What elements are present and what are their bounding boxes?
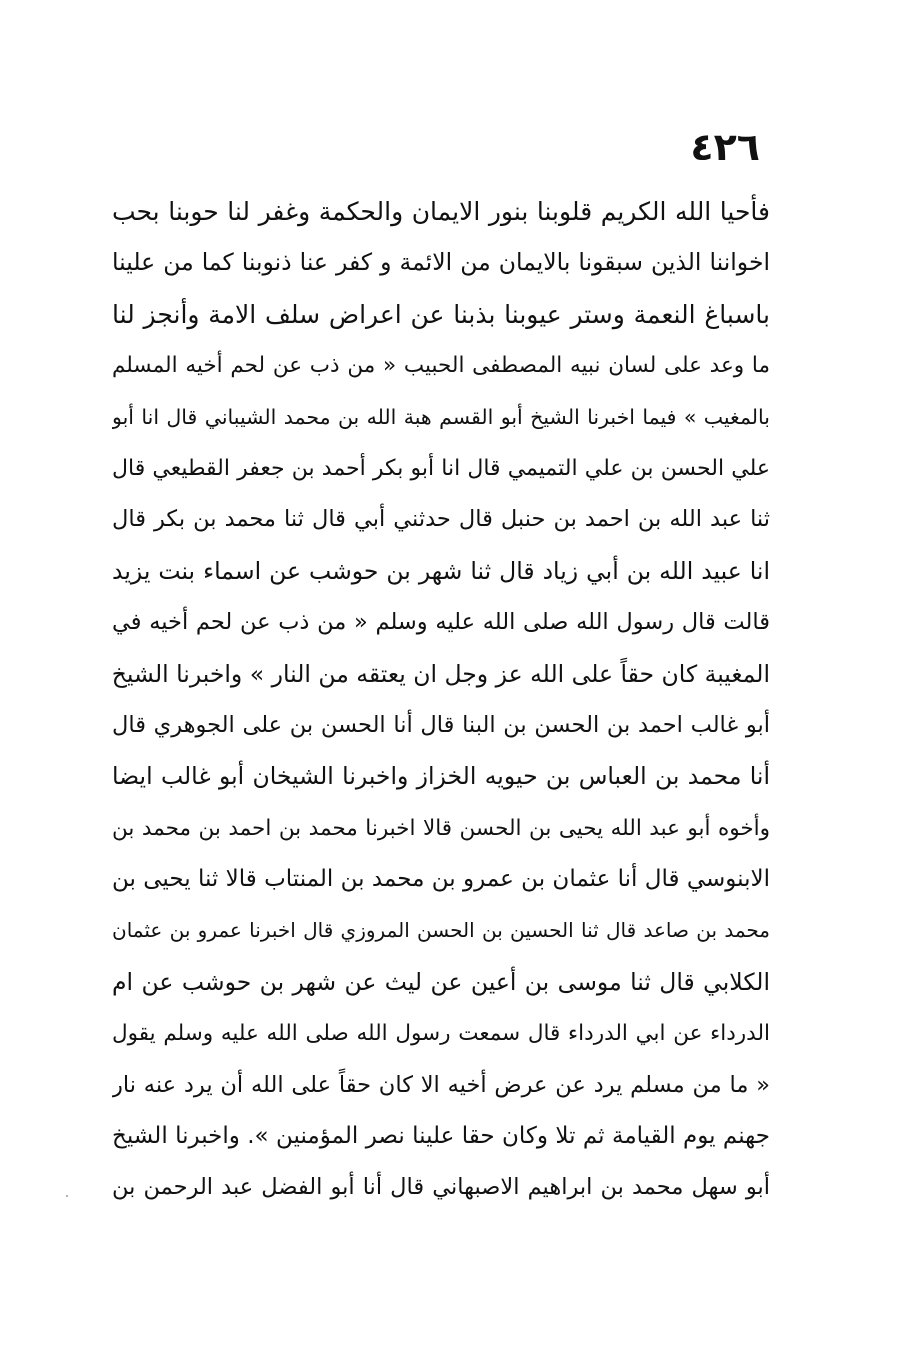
text-line: الكلابي قال ثنا موسى بن أعين عن ليث عن شهر بن حوشب عن ام: [112, 967, 770, 996]
text-line: أبو سهل محمد بن ابراهيم الاصبهاني قال أنا أبو الفضل عبد الرحمن بن: [112, 1174, 770, 1201]
text-line: أبو غالب احمد بن الحسن بن البنا قال أنا الحسن بن على الجوهري قال: [112, 711, 770, 738]
text-line: الابنوسي قال أنا عثمان بن عمرو بن محمد بن المنتاب قالا ثنا يحيى بن: [112, 866, 770, 893]
text-line: جهنم يوم القيامة ثم تلا وكان حقا علينا نصر المؤمنين ». واخبرنا الشيخ: [112, 1123, 770, 1150]
text-line: وأخوه أبو عبد الله يحيى بن الحسن قالا اخبرنا محمد بن احمد بن محمد بن: [112, 815, 770, 841]
text-line: أنا محمد بن العباس بن حيويه الخزاز واخبرنا الشيخان أبو غالب ايضا: [112, 762, 770, 791]
text-line: الدرداء عن ابي الدرداء قال سمعت رسول الله صلى الله عليه وسلم يقول: [112, 1021, 770, 1047]
text-line: انا عبيد الله بن أبي زياد قال ثنا شهر بن حوشب عن اسماء بنت يزيد: [112, 556, 770, 585]
text-line: فأحيا الله الكريم قلوبنا بنور الايمان والحكمة وغفر لنا حوبنا بحب: [112, 197, 770, 226]
text-line: « ما من مسلم يرد عن عرض أخيه الا كان حقاً على الله أن يرد عنه نار: [112, 1071, 770, 1098]
text-line: باسباغ النعمة وستر عيوبنا بذبنا عن اعراض سلف الامة وأنجز لنا: [112, 299, 770, 329]
text-line: المغيبة كان حقاً على الله عز وجل ان يعتقه من النار » واخبرنا الشيخ: [112, 659, 770, 688]
text-line: قالت قال رسول الله صلى الله عليه وسلم « من ذب عن لحم أخيه في: [112, 609, 770, 636]
text-line: علي الحسن بن علي التميمي قال انا أبو بكر أحمد بن جعفر القطيعي قال: [112, 455, 770, 481]
text-line: ثنا عبد الله بن احمد بن حنبل قال حدثني أبي قال ثنا محمد بن بكر قال: [112, 506, 770, 533]
scan-speck: [66, 1195, 68, 1197]
text-line: ما وعد على لسان نبيه المصطفى الحبيب « من ذب عن لحم أخيه المسلم: [112, 353, 770, 379]
text-line: اخواننا الذين سبقونا بالايمان من الائمة و كفر عنا ذنوبنا كما من علينا: [112, 248, 770, 277]
text-line: بالمغيب » فيما اخبرنا الشيخ أبو القسم هبة الله بن محمد الشيباني قال انا أبو: [112, 404, 770, 429]
text-body: [112, 186, 770, 1214]
text-line: محمد بن صاعد قال ثنا الحسين بن الحسن المروزي قال اخبرنا عمرو بن عثمان: [112, 918, 770, 943]
page-number: ٤٢٦: [690, 125, 760, 169]
